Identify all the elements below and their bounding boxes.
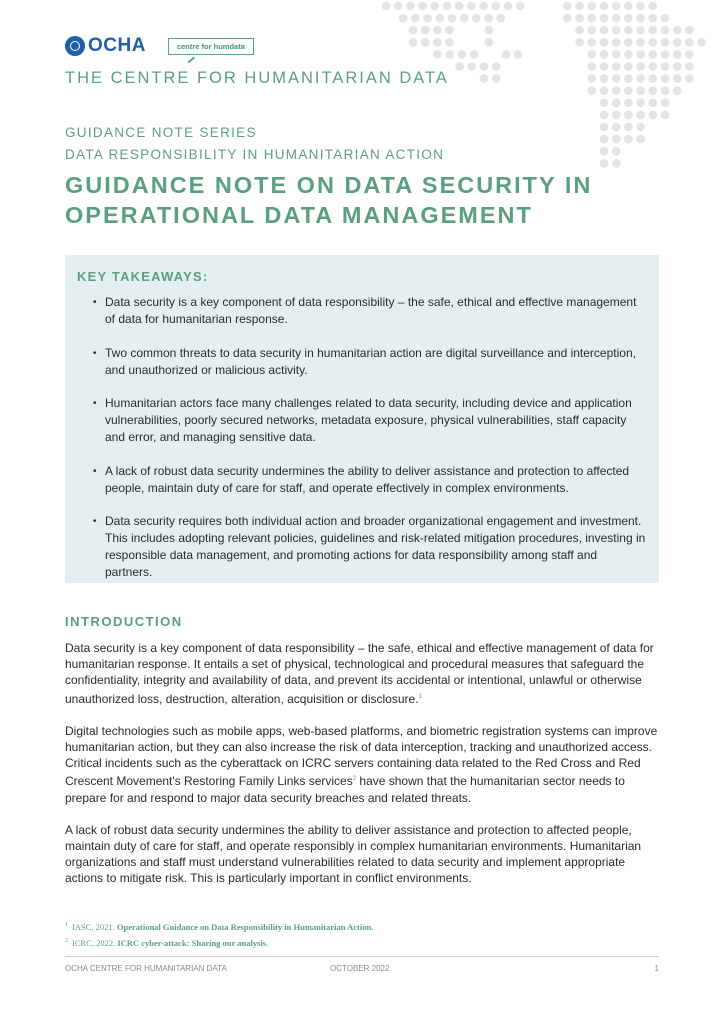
key-takeaways-box (65, 255, 659, 583)
title-line-1: GUIDANCE NOTE ON DATA SECURITY IN (65, 172, 593, 198)
title-line-2: OPERATIONAL DATA MANAGEMENT (65, 202, 533, 228)
intro-p1-text: Data security is a key component of data responsibility – the safe, ethical and effective management of data for humanitarian response. It entails a set of physical, technological and procedural measures that safeguard the confidentiality, integrity and availability of data, and prevent its accidental or intentional, unlawful or otherwise unauthorized loss, destruction, alteration, acquisition or disclosure. (65, 641, 654, 706)
footnotes (65, 918, 373, 950)
footer-org: OCHA CENTRE FOR HUMANITARIAN DATA (65, 964, 227, 973)
takeaway-item: • Two common threats to data security in humanitarian action are digital surveillance and interception, and unauthorized or malicious activity. (93, 345, 647, 379)
page-number: 1 (654, 964, 659, 973)
footnote-link[interactable]: ICRC cyber-attack: Sharing our analysis. (117, 937, 269, 948)
introduction-body (65, 640, 665, 903)
takeaway-item: • Humanitarian actors face many challenges related to data security, including device and application vulnerabilities, poorly secured networks, metadata exposure, physical vulnerabilities, staff capacity and error, and managing sensitive data. (93, 395, 647, 446)
intro-p2-text-a: Digital technologies such as mobile apps, web-based platforms, and biometric registration systems can improve humanitarian action, but they can also increase the risk of data interception, tracking and unauthorized access. Critical incidents such as the cyberattack on ICRC servers containing data related to the Red Cross and Red Crescent Movement's Restoring Family Links services (65, 723, 658, 789)
takeaway-item: • Data security is a key component of data responsibility – the safe, ethical and effective management of data for humanitarian response. (93, 294, 647, 328)
un-emblem-icon (65, 36, 85, 56)
footer-date: OCTOBER 2022 (330, 964, 390, 973)
series-label (65, 122, 444, 166)
intro-paragraph-1 (65, 640, 665, 707)
footnote-1 (65, 918, 373, 934)
footer-divider (65, 956, 659, 957)
footnote-source: ICRC, 2022. (72, 937, 116, 948)
document-title (65, 170, 592, 230)
intro-p2-text-b: have shown that the humanitarian sector needs to prepare for and respond to major data security breaches and related threats. (65, 774, 625, 805)
humdata-logo (168, 38, 254, 55)
page-footer (65, 964, 659, 973)
footnote-number: 2 (65, 937, 68, 944)
footnote-ref-2[interactable]: 2 (352, 776, 357, 783)
takeaway-item: • Data security requires both individual action and broader organizational engagement and investment. This includes adopting relevant policies, guidelines and risk-related mitigation procedures, investing in responsible data management, and promoting actions for data responsibility among staff and partners. (93, 513, 647, 581)
logo-row (65, 35, 254, 57)
footnote-source: IASC, 2021. (72, 921, 115, 932)
intro-paragraph-2 (65, 723, 665, 806)
footnote-ref-1[interactable]: 1 (418, 693, 422, 700)
footnote-2 (65, 934, 373, 950)
introduction-heading: INTRODUCTION (65, 614, 183, 629)
footnote-link[interactable]: Operational Guidance on Data Responsibility in Humanitarian Action. (116, 921, 374, 932)
footnote-number: 1 (65, 922, 68, 928)
takeaway-item: • A lack of robust data security undermines the ability to deliver assistance and protection to affected people, maintain duty of care for staff, and operate effectively in complex environments. (93, 463, 647, 497)
series-line-2: DATA RESPONSIBILITY IN HUMANITARIAN ACTION (65, 147, 445, 162)
ocha-logo (65, 35, 146, 57)
ocha-wordmark: OCHA (88, 35, 146, 56)
centre-title: THE CENTRE FOR HUMANITARIAN DATA (65, 69, 449, 87)
key-takeaways-heading: KEY TAKEAWAYS: (77, 269, 209, 284)
takeaways-list (77, 294, 647, 581)
intro-paragraph-3: A lack of robust data security undermines the ability to deliver assistance and protection to affected people, maintain duty of care for staff, and operate responsibly in complex humanitarian environments. Humanitarian organizations and staff must understand vulnerabilities related to data security and implement appropriate actions to mitigate risk. This is particularly important in conflict environments. (65, 822, 642, 886)
humdata-wordmark: centre for humdata (176, 41, 245, 51)
series-line-1: GUIDANCE NOTE SERIES (65, 125, 257, 140)
